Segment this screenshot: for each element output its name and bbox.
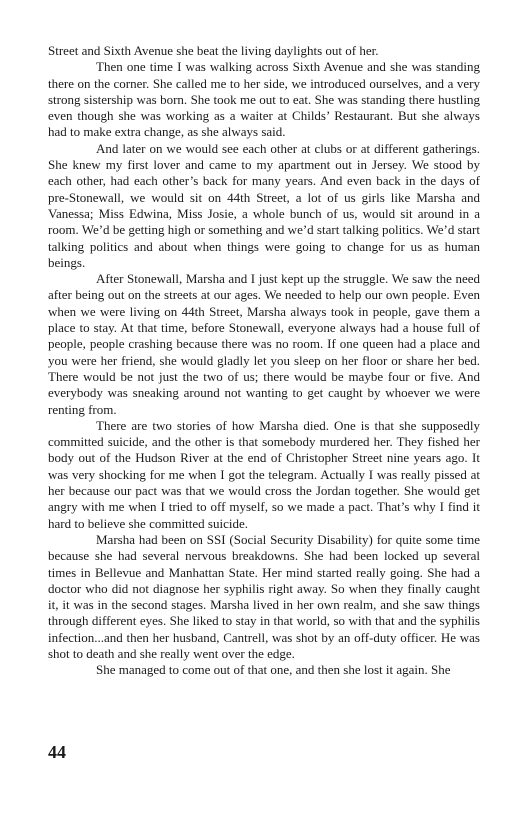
paragraph: Street and Sixth Avenue she beat the living daylights out of her.: [48, 43, 379, 58]
page-number: 44: [48, 742, 66, 762]
paragraph: There are two stories of how Marsha died. One is that she supposedly committed suicide, and the other is that somebody murdered her. They fished her body out of the Hudson River at the end of Christopher Street nine years ago. It was very shocking for me when I got the telegram. Actually I was really pissed at her because our pact was that we would cross the Jordan together. She would get angry with me when I tried to off myself, so we made a pact. That’s why I find it hard to believe she committed suicide.: [48, 417, 480, 531]
paragraph: Marsha had been on SSI (Social Security Disability) for quite some time because she had several nervous breakdowns. She had been locked up several times in Bellevue and Manhattan State. Her mind started really going. She had a doctor who did not diagnose her syphilis right away. So when they finally caught it, it was in the second stages. Marsha lived in her own realm, and she saw things through different eyes. She liked to stay in that world, so with that and the syphilis infection...and then her husband, Cantrell, was shot by an off-duty officer. He was shot to death and she really went over the edge.: [48, 531, 480, 661]
paragraph: Then one time I was walking across Sixth Avenue and she was standing there on the corner. She called me to her side, we introduced ourselves, and a very strong sistership was born. She took me out to eat. She was standing there hustling even though she was working as a waiter at Childs’ Restaurant. But she always had to make extra change, as she always said.: [48, 59, 480, 140]
paragraph: She managed to come out of that one, and then she lost it again. She: [96, 662, 451, 678]
paragraph: After Stonewall, Marsha and I just kept up the struggle. We saw the need after being out on the streets at our ages. We needed to help our own people. Even when we were living on 44th Street, Marsha always took in people, gave them a place to stay. At that time, before Stonewall, everyone always had a house full of people, people crashing because there was no room. If one queen had a place and you were her friend, she would gladly let you sleep on her floor or share her bed. There would be not just the two of us; there would be maybe four or five. And everybody was sneaking around not wanting to get caught by whoever we were renting from.: [48, 271, 480, 417]
page-body: [48, 43, 480, 679]
paragraph: And later on we would see each other at clubs or at different gatherings. She knew my first lover and came to my apartment out in Jersey. We stood by each other, had each other’s back for many years. And even back in the days of pre-Stonewall, we would sit on 44th Street, a lot of us girls like Marsha and Vanessa; Miss Edwina, Miss Josie, a whole bunch of us, would sit around in a room. We’d be getting high or something and we’d start talking politics. We’d start talking politics and about when things were going to change for us as human beings.: [48, 140, 480, 270]
